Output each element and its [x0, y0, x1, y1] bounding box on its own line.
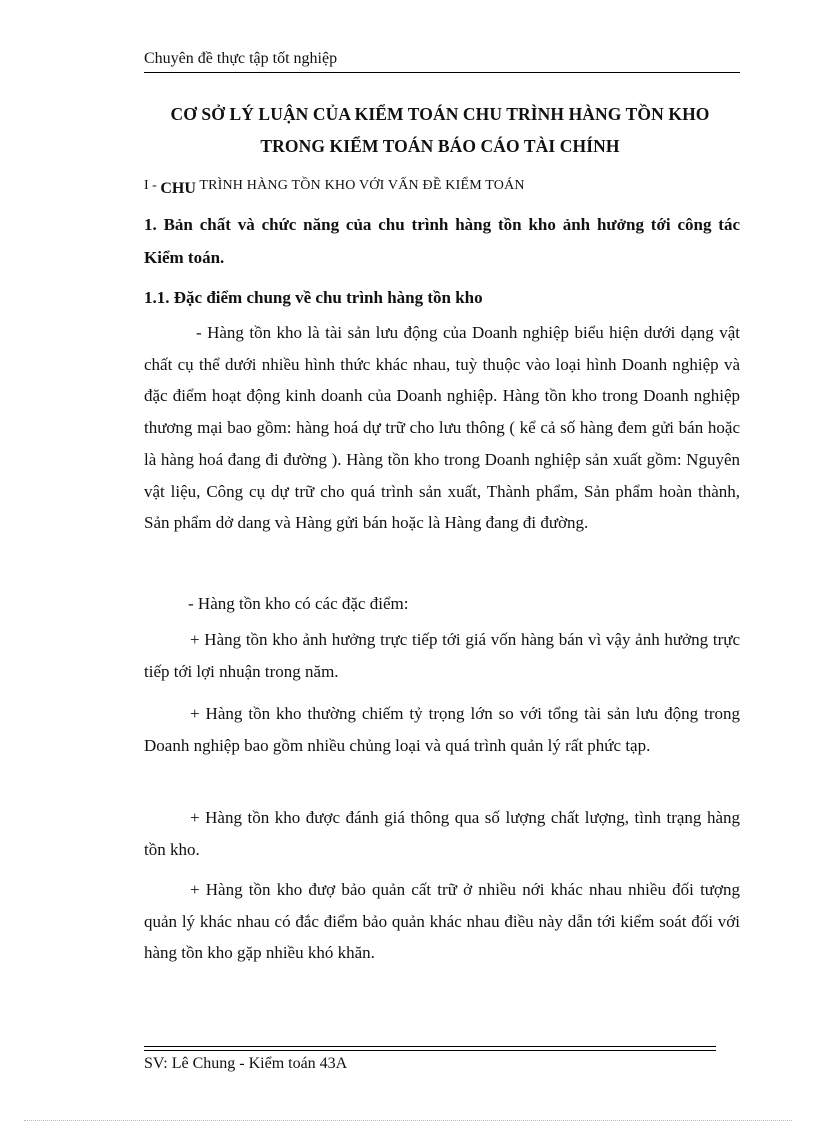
- section-heading-first-word: CHU: [160, 180, 196, 197]
- section-heading-I: [144, 176, 525, 197]
- paragraph-intro: - Hàng tồn kho là tài sản lưu động của Doanh nghiệp biểu hiện dưới dạng vật chất cụ thể dưới nhiều hình thức khác nhau, tuỳ thuộc vào loại hình Doanh nghiệp và đặc điểm hoạt động kinh doanh của Doanh nghiệp. Hàng tồn kho trong Doanh nghiệp thương mại bao gồm: hàng hoá dự trữ cho lưu thông ( kể cả số hàng đem gửi bán hoặc là hàng hoá đang đi đường ). Hàng tồn kho trong Doanh nghiệp sản xuất gồm: Nguyên vật liệu, Công cụ dự trữ cho quá trình sản xuất, Thành phẩm, Sản phẩm hoàn thành, Sản phẩm dở dang và Hàng gửi bán hoặc là Hàng đang đi đường.: [144, 323, 740, 533]
- section-roman-numeral: I -: [144, 178, 161, 193]
- footer-rule-top: [144, 1046, 716, 1047]
- section-heading-rest: TRÌNH HÀNG TỒN KHO VỚI VẤN ĐỀ KIỂM TOÁN: [195, 178, 525, 193]
- document-title-line-1: CƠ SỞ LÝ LUẬN CỦA KIỂM TOÁN CHU TRÌNH HÀNG TỒN KHO: [170, 104, 710, 124]
- footer-author: SV: Lê Chung - Kiểm toán 43A: [144, 1055, 348, 1072]
- footer-rule-bottom: [144, 1050, 716, 1051]
- header-rule: [144, 72, 740, 73]
- page-bottom-edge: [24, 1120, 792, 1121]
- paragraph-bullet-2: + Hàng tồn kho thường chiếm tỷ trọng lớn so với tổng tài sản lưu động trong Doanh nghiệp bao gồm nhiều chủng loại và quá trình quản lý rất phức tạp.: [144, 704, 740, 755]
- heading-1: 1. Bản chất và chức năng của chu trình hàng tồn kho ảnh hưởng tới công tác Kiểm toán.: [144, 215, 740, 267]
- paragraph-characteristics-lead: - Hàng tồn kho có các đặc điểm:: [188, 594, 409, 613]
- heading-1-1: 1.1. Đặc điểm chung về chu trình hàng tồn kho: [144, 288, 483, 307]
- document-title-line-2: TRONG KIỂM TOÁN BÁO CÁO TÀI CHÍNH: [260, 136, 620, 156]
- paragraph-bullet-4: + Hàng tồn kho đượ bảo quản cất trữ ở nhiều nới khác nhau nhiều đối tượng quản lý khác nhau có đắc điểm bảo quản khác nhau điều này dẫn tới kiểm soát đối với hàng tồn kho gặp nhiều khó khăn.: [144, 880, 740, 963]
- running-header-title: Chuyên đề thực tập tốt nghiệp: [144, 50, 338, 67]
- paragraph-bullet-1: + Hàng tồn kho ảnh hưởng trực tiếp tới giá vốn hàng bán vì vậy ảnh hưởng trực tiếp tới lợi nhuận trong năm.: [144, 630, 740, 681]
- paragraph-bullet-3: + Hàng tồn kho được đánh giá thông qua số lượng chất lượng, tình trạng hàng tồn kho.: [144, 808, 740, 859]
